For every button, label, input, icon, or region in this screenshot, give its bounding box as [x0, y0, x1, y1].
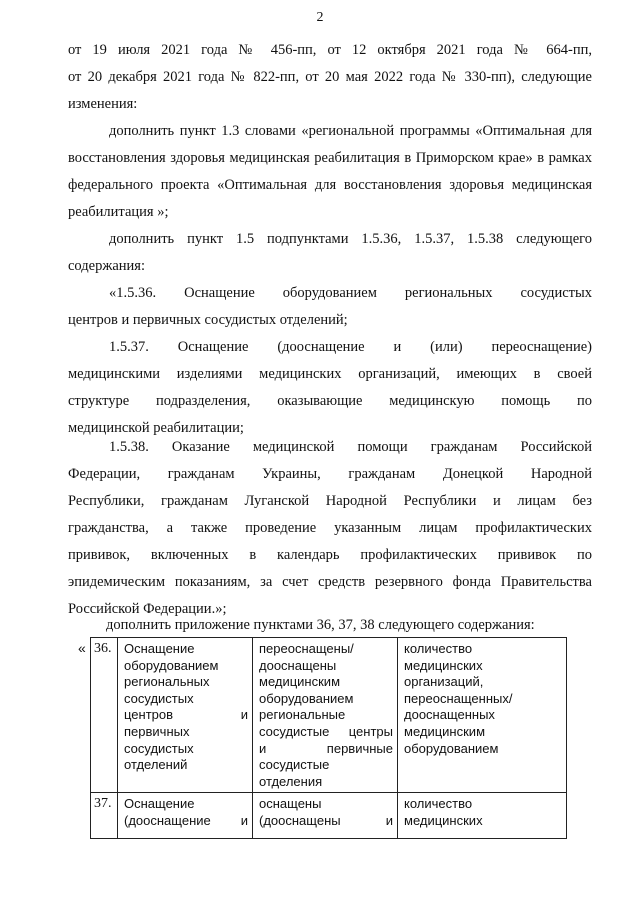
cell-line: оснащены: [259, 796, 322, 812]
cell-line: оборудованием: [124, 657, 219, 673]
paragraph-subitem-1-5-37: [68, 334, 592, 442]
text-line: Федерации, гражданам Украины, гражданам Донецкой Народной: [68, 466, 592, 482]
cell-line: дооснащенных: [404, 707, 495, 723]
cell-line: переоснащены/: [259, 641, 354, 656]
text-line: реабилитация »;: [68, 204, 169, 220]
page-number: 2: [316, 10, 324, 25]
text-line: федерального проекта «Оптимальная для восстановления здоровья медицинская: [68, 177, 592, 193]
cell-line: и первичные: [259, 740, 393, 756]
cell-line: (дооснащение и: [124, 812, 248, 828]
text-line: от 20 декабря 2021 года № 822-пп, от 20 мая 2022 года № 330-пп), следующие: [68, 69, 592, 85]
table-row: [68, 793, 567, 839]
text-line: гражданства, а также проведение указанным лицам профилактических: [68, 520, 592, 536]
table-cell-indicator: [398, 793, 567, 839]
row-number: 37.: [91, 793, 118, 839]
paragraph-amendments-list: [68, 37, 592, 118]
cell-line: дооснащены: [259, 657, 337, 673]
text-line: 1.5.37. Оснащение (дооснащение и (или) переоснащение): [109, 339, 592, 355]
cell-line: Оснащение: [124, 641, 195, 656]
cell-line: сосудистых: [124, 740, 194, 756]
cell-line: отделения: [259, 773, 323, 789]
cell-line: организаций,: [404, 674, 484, 690]
text-line: 1.5.38. Оказание медицинской помощи гражданам Российской: [109, 439, 592, 455]
cell-line: количество: [404, 796, 473, 812]
text-line: медицинскими изделиями медицинских организаций, имеющих в своей: [68, 366, 592, 382]
table-cell-result: [253, 638, 398, 793]
open-quote: «: [78, 639, 86, 656]
cell-line: (дооснащены и: [259, 812, 393, 828]
text-line: Российской Федерации.»;: [68, 601, 227, 617]
text-line: эпидемическим показаниям, за счет средств резервного фонда Правительства: [68, 574, 592, 590]
cell-line: центров и: [124, 707, 248, 723]
cell-line: первичных: [124, 723, 190, 739]
text-line: дополнить приложение пунктами 36, 37, 38 следующего содержания:: [106, 617, 535, 633]
cell-line: сосудистых: [124, 690, 194, 706]
paragraph-subitem-1-5-36: [68, 280, 592, 334]
text-line: структуре подразделения, оказывающие медицинскую помощь по: [68, 393, 592, 409]
paragraph-item-1-5: [68, 226, 592, 280]
cell-line: региональных: [124, 674, 210, 690]
text-line: изменения:: [68, 96, 138, 112]
text-line: восстановления здоровья медицинская реабилитация в Приморском крае» в рамках: [68, 150, 592, 166]
table-cell-result: [253, 793, 398, 839]
appendix-table: [68, 637, 567, 839]
paragraph-subitem-1-5-38: [68, 434, 592, 623]
text-line: от 19 июля 2021 года № 456-пп, от 12 октября 2021 года № 664-пп,: [68, 42, 592, 58]
cell-line: количество: [404, 641, 473, 656]
cell-line: медицинским: [259, 674, 341, 690]
text-line: прививок, включенных в календарь профилактических прививок по: [68, 547, 592, 563]
cell-line: Оснащение: [124, 796, 195, 812]
cell-line: отделений: [124, 757, 188, 773]
table-cell-event: [118, 638, 253, 793]
paragraph-item-1-3: [68, 118, 592, 226]
cell-line: сосудистые центры: [259, 723, 393, 739]
cell-line: сосудистые: [259, 757, 330, 773]
cell-line: оборудованием: [404, 740, 499, 756]
text-line: «1.5.36. Оснащение оборудованием региональных сосудистых: [109, 285, 592, 301]
cell-line: медицинских: [404, 657, 483, 673]
text-line: центров и первичных сосудистых отделений;: [68, 312, 348, 328]
row-number: 36.: [91, 638, 118, 793]
text-line: дополнить пункт 1.3 словами «региональной программы «Оптимальная для: [109, 123, 592, 139]
cell-line: переоснащенных/: [404, 690, 513, 706]
table-cell-indicator: [398, 638, 567, 793]
paragraph-appendix: [68, 612, 592, 639]
table-cell-event: [118, 793, 253, 839]
table-row: [68, 638, 567, 793]
text-line: медицинской реабилитации;: [68, 420, 244, 436]
cell-line: медицинским: [404, 723, 486, 739]
text-line: дополнить пункт 1.5 подпунктами 1.5.36, 1.5.37, 1.5.38 следующего: [109, 231, 592, 247]
cell-line: медицинских: [404, 812, 483, 828]
cell-line: региональные: [259, 707, 346, 723]
text-line: содержания:: [68, 258, 146, 274]
cell-line: оборудованием: [259, 690, 354, 706]
text-line: Республики, гражданам Луганской Народной Республики и лицам без: [68, 493, 592, 509]
